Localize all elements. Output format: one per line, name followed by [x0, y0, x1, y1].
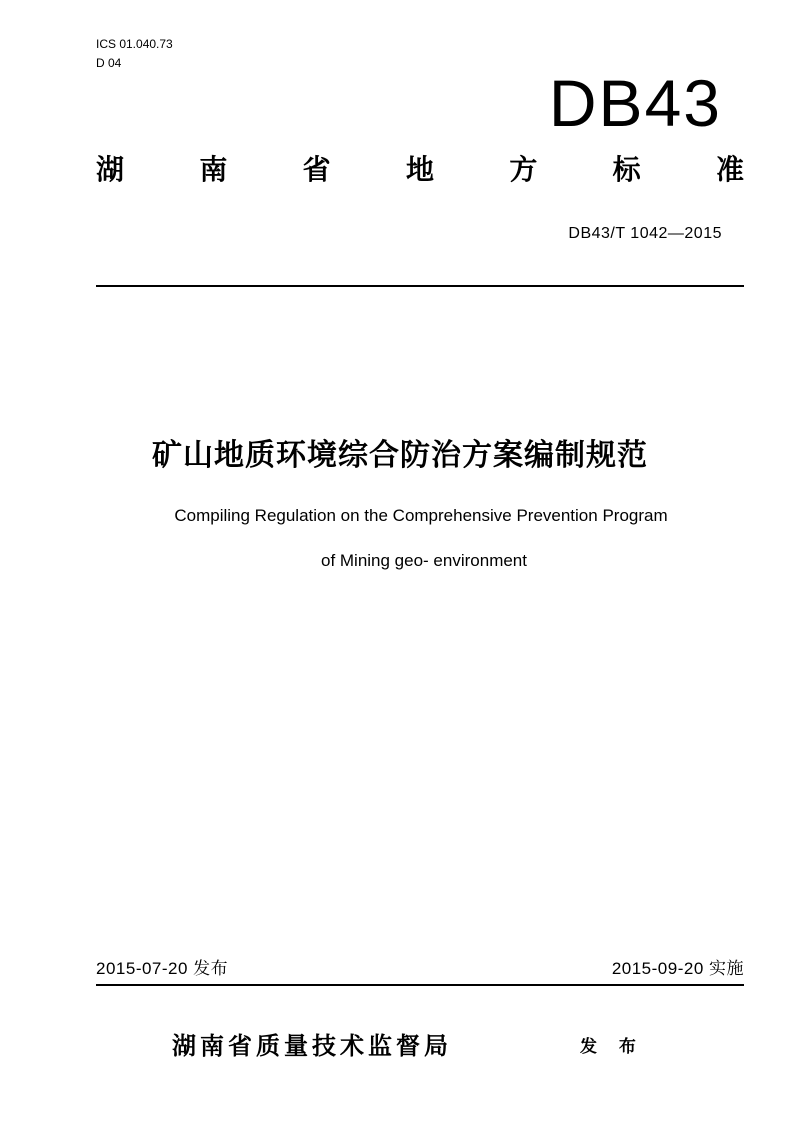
standard-type-char: 准	[715, 153, 744, 186]
document-title-english-line-2: of Mining geo- environment	[320, 551, 527, 570]
classification-code: D 04	[96, 56, 122, 70]
standard-prefix: DB43	[548, 66, 722, 140]
document-title-chinese: 矿山地质环境综合防治方案编制规范	[152, 438, 648, 473]
publisher-suffix: 发 布	[580, 1037, 644, 1057]
standard-type-char: 省	[302, 153, 331, 186]
publisher: 湖南省质量技术监督局	[172, 1032, 452, 1060]
ics-code: ICS 01.040.73	[96, 37, 173, 51]
issue-date: 2015-07-20 发布	[96, 959, 229, 978]
standard-type-char: 标	[612, 153, 641, 186]
standard-type-char: 南	[199, 153, 228, 186]
standard-type-char: 地	[405, 153, 434, 186]
implementation-date: 2015-09-20 实施	[611, 959, 744, 978]
standard-number: DB43/T 1042—2015	[568, 225, 722, 242]
standard-type-heading	[96, 150, 744, 190]
standard-type-char: 湖	[96, 153, 125, 186]
bottom-divider	[96, 984, 744, 986]
standard-type-char: 方	[509, 153, 538, 186]
document-title-english-line-1: Compiling Regulation on the Comprehensive Prevention Program	[174, 506, 668, 525]
top-divider	[96, 285, 744, 287]
